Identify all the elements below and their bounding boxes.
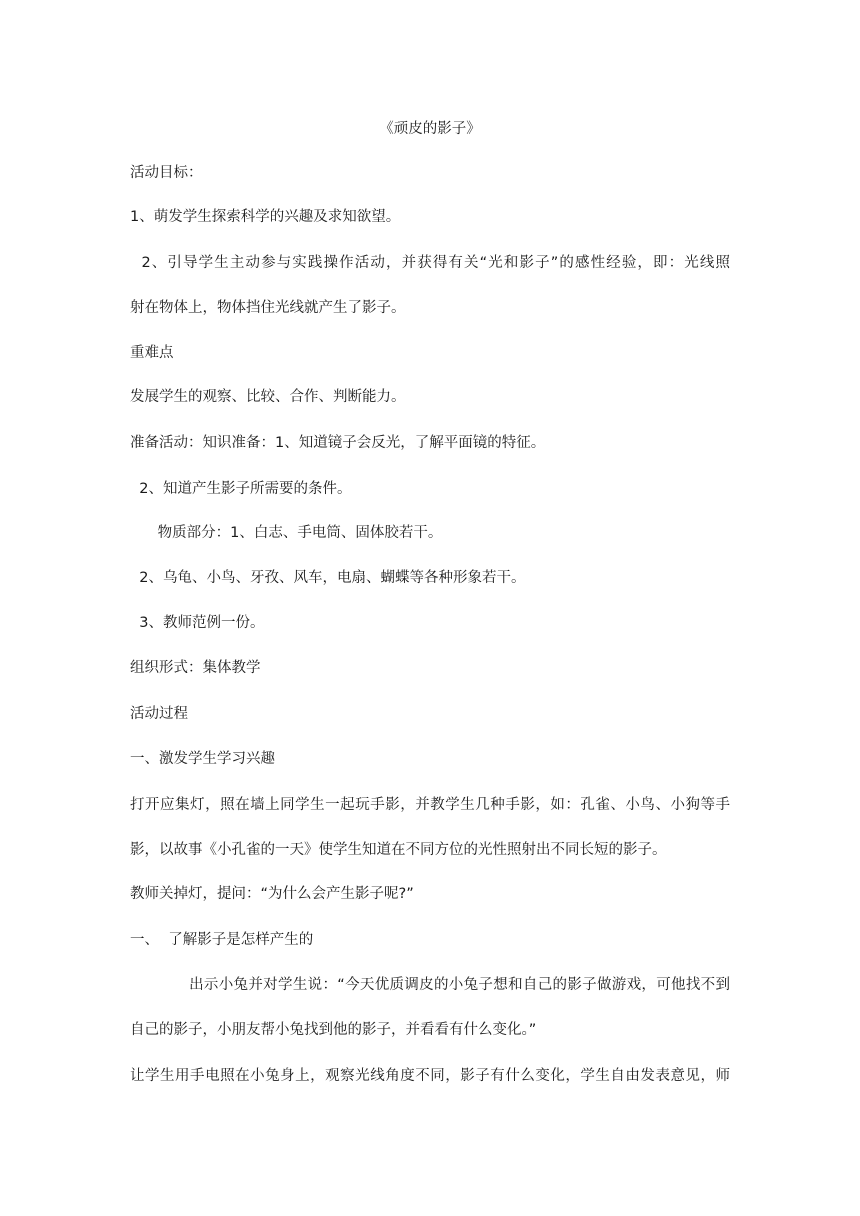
process-step-1-text-continued: 影，以故事《小孔雀的一天》使学生知道在不同方位的光性照射出不同长短的影子。 bbox=[130, 842, 667, 858]
process-step-1-heading: 一、激发学生学习兴趣 bbox=[130, 751, 275, 767]
preparation-materials-item-2: 2、乌龟、小鸟、牙孜、风车，电扇、蝴蝶等各种形象若干。 bbox=[130, 570, 526, 586]
section-heading-goals: 活动目标： bbox=[130, 165, 203, 181]
process-step-2-activity: 让学生用手电照在小兔身上，观察光线角度不同，影子有什么变化，学生自由发表意见，师 bbox=[130, 1068, 730, 1084]
section-heading-key-points: 重难点 bbox=[130, 345, 174, 361]
preparation-knowledge: 准备活动：知识准备：1、知道镜子会反光，了解平面镜的特征。 bbox=[130, 435, 546, 451]
teacher-question: 教师关掉灯，提问：“为什么会产生影子呢?” bbox=[130, 886, 414, 902]
preparation-knowledge-item-2: 2、知道产生影子所需要的条件。 bbox=[130, 481, 352, 497]
process-step-2-text: 出示小兔并对学生说：“今天优质调皮的小兔子想和自己的影子做游戏，可他找不到 bbox=[130, 977, 730, 993]
goal-item-1: 1、萌发学生探索科学的兴趣及求知欲望。 bbox=[130, 209, 401, 225]
section-heading-process: 活动过程 bbox=[130, 706, 188, 722]
goal-item-2: 2、引导学生主动参与实践操作活动，并获得有关“光和影子”的感性经验，即：光线照 bbox=[130, 255, 730, 271]
document-title: 《顽皮的影子》 bbox=[379, 121, 481, 137]
process-step-1-text: 打开应集灯，照在墙上同学生一起玩手影，并教学生几种手影，如：孔雀、小鸟、小狗等手 bbox=[130, 797, 730, 813]
key-points-text: 发展学生的观察、比较、合作、判断能力。 bbox=[130, 389, 406, 405]
preparation-materials: 物质部分：1、白志、手电筒、固体胶若干。 bbox=[130, 525, 443, 541]
organization-form: 组织形式：集体教学 bbox=[130, 660, 261, 676]
process-step-2-heading: 一、 了解影子是怎样产生的 bbox=[130, 932, 314, 948]
preparation-materials-item-3: 3、教师范例一份。 bbox=[130, 615, 265, 631]
process-step-2-text-continued: 自己的影子，小朋友帮小兔找到他的影子，并看看有什么变化。” bbox=[130, 1022, 537, 1038]
goal-item-2-continued: 射在物体上，物体挡住光线就产生了影子。 bbox=[130, 300, 406, 316]
